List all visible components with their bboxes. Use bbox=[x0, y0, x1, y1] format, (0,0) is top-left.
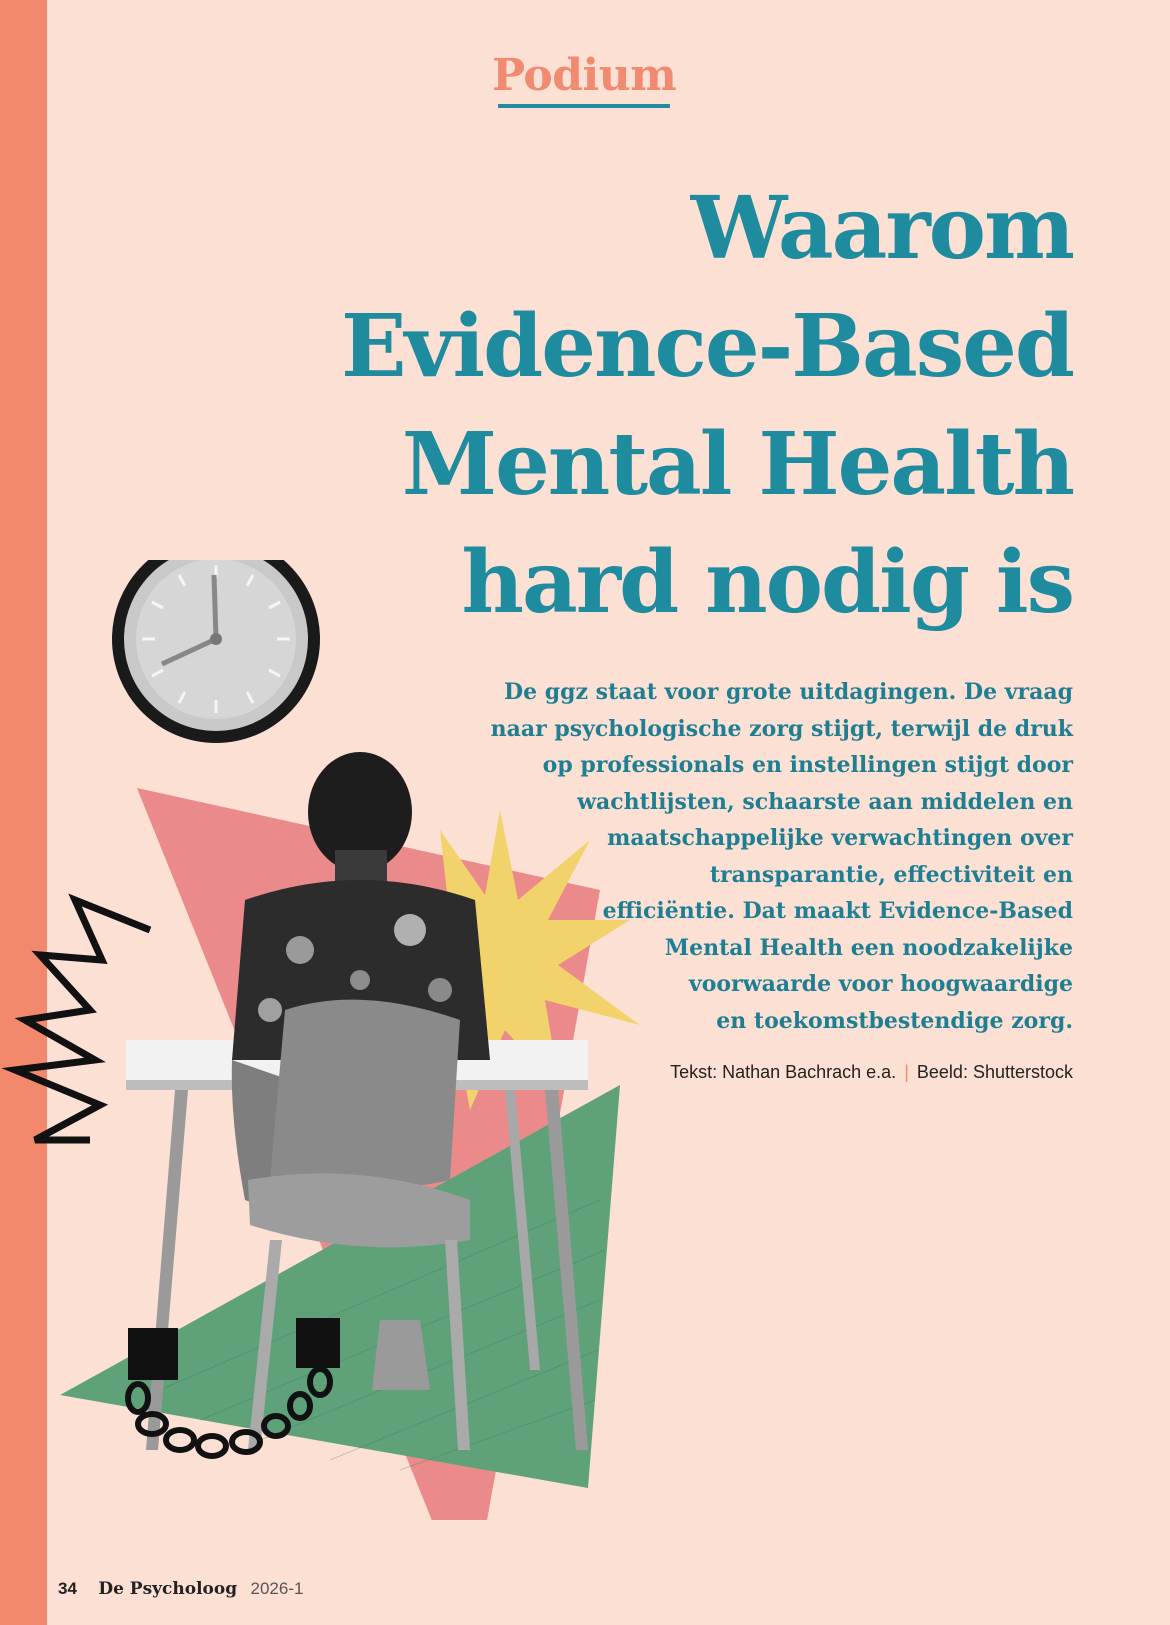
issue-number: 2026-1 bbox=[250, 1579, 304, 1598]
headline-line: hard nodig is bbox=[461, 532, 1073, 633]
intro-line: transparantie, effectiviteit en bbox=[709, 861, 1073, 888]
intro-line: en toekomstbestendige zorg. bbox=[716, 1007, 1073, 1034]
intro-line: wachtlijsten, schaarste aan middelen en bbox=[577, 788, 1073, 815]
intro-line: naar psychologische zorg stijgt, terwijl de druk bbox=[490, 715, 1073, 742]
intro-line: op professionals en instellingen stijgt door bbox=[542, 752, 1073, 778]
headline-line: Waarom bbox=[690, 178, 1073, 279]
headline-line: Mental Health bbox=[401, 414, 1073, 515]
page-number: 34 bbox=[58, 1579, 77, 1598]
wall-clock-icon bbox=[112, 560, 320, 743]
headline-line: Evidence-Based bbox=[340, 296, 1073, 397]
intro-line: De ggz staat voor grote uitdagingen. De vraag bbox=[504, 679, 1073, 705]
article-credits bbox=[670, 1062, 1073, 1083]
image-credit: Beeld: Shutterstock bbox=[916, 1062, 1073, 1082]
collage-illustration bbox=[0, 560, 700, 1520]
page-footer bbox=[58, 1579, 303, 1599]
credit-separator: | bbox=[904, 1062, 909, 1082]
intro-line: efficiëntie. Dat maakt Evidence-Based bbox=[602, 898, 1073, 924]
zigzag-icon bbox=[15, 900, 150, 1140]
intro-line: voorwaarde voor hoogwaardige bbox=[688, 971, 1073, 997]
author-credit: Tekst: Nathan Bachrach e.a. bbox=[670, 1062, 897, 1082]
intro-line: maatschappelijke verwachtingen over bbox=[607, 825, 1073, 851]
magazine-name: De Psycholoog bbox=[98, 1579, 238, 1599]
intro-line: Mental Health een noodzakelijke bbox=[664, 934, 1073, 961]
section-label: Podium bbox=[492, 50, 677, 101]
section-underline bbox=[498, 104, 670, 108]
